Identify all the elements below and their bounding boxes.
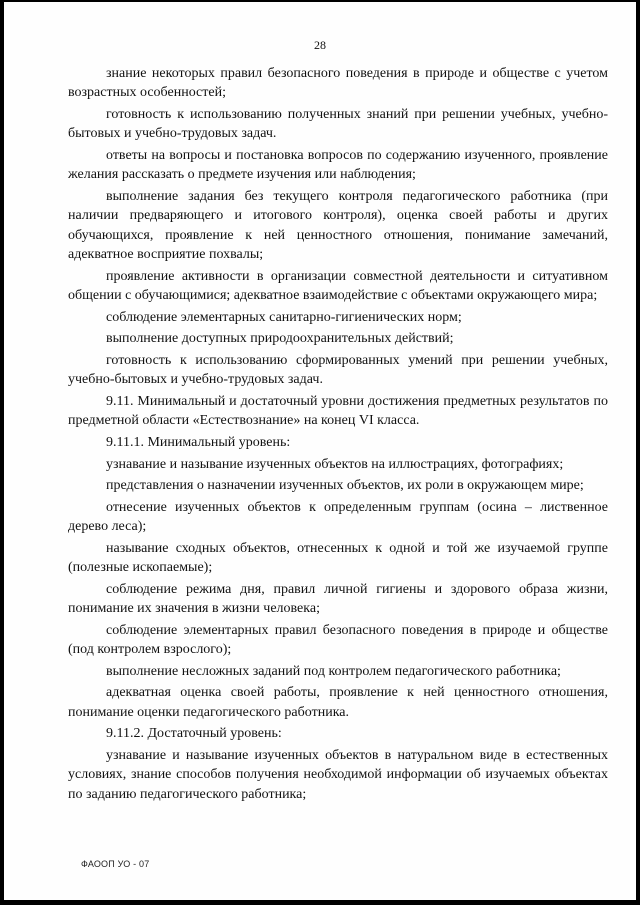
paragraph: называние сходных объектов, отнесенных к одной и той же изучаемой группе (полезные ископаемые);: [68, 540, 608, 576]
paragraph: выполнение несложных заданий под контролем педагогического работника;: [106, 663, 561, 679]
paragraph: адекватная оценка своей работы, проявление к ней ценностного отношения, понимание оценки педагогического работника.: [68, 685, 608, 720]
paragraph: соблюдение режима дня, правил личной гигиены и здорового образа жизни, понимание их значения в жизни человека;: [68, 581, 608, 617]
paragraph: знание некоторых правил безопасного поведения в природе и обществе с учетом возрастных особенностей;: [68, 66, 608, 101]
paragraph: проявление активности в организации совместной деятельности и ситуативном общении с обучающимися; адекватное взаимодействие с объектами окружающего мира;: [68, 268, 608, 304]
paragraph: выполнение доступных природоохранительных действий;: [106, 331, 454, 347]
paragraph: выполнение задания без текущего контроля педагогического работника (при наличии предваряющего и итогового контроля), оценка своей работы и других обучающихся, проявление к ней ценностного отношения, понимание замечаний, адекватное восприятие похвалы;: [68, 189, 608, 263]
paragraph: узнавание и называние изученных объектов в натуральном виде в естественных условиях, знание способов получения необходимой информации об изучаемых объектах по заданию педагогического работника;: [68, 747, 608, 802]
paragraph: узнавание и называние изученных объектов на иллюстрациях, фотографиях;: [106, 456, 564, 472]
paragraph: готовность к использованию сформированных умений при решении учебных, учебно-бытовых и учебно-трудовых задач.: [68, 353, 608, 388]
paragraph: ответы на вопросы и постановка вопросов по содержанию изученного, проявление желания рассказать о предмете изучения или наблюдения;: [68, 148, 608, 183]
subsection-heading: 9.11.1. Минимальный уровень:: [106, 435, 291, 450]
document-body: [68, 64, 608, 806]
page-number: 28: [314, 38, 326, 52]
subsection-heading: 9.11.2. Достаточный уровень:: [106, 726, 282, 742]
paragraph: готовность к использованию полученных знаний при решении учебных, учебно-бытовых и учебно-трудовых задач.: [68, 107, 608, 142]
paragraph: представления о назначении изученных объектов, их роли в окружающем мире;: [106, 478, 584, 494]
paragraph: отнесение изученных объектов к определенным группам (осина – лиственное дерево леса);: [68, 499, 608, 535]
document-page: [4, 2, 636, 900]
paragraph: соблюдение элементарных правил безопасного поведения в природе и обществе (под контролем взрослого);: [68, 622, 608, 658]
section-heading: 9.11. Минимальный и достаточный уровни достижения предметных результатов по предметной области «Естествознание» на конец VI класса.: [68, 394, 608, 429]
paragraph: соблюдение элементарных санитарно-гигиенических норм;: [106, 309, 462, 325]
footer-code: ФАООП УО - 07: [81, 859, 150, 869]
